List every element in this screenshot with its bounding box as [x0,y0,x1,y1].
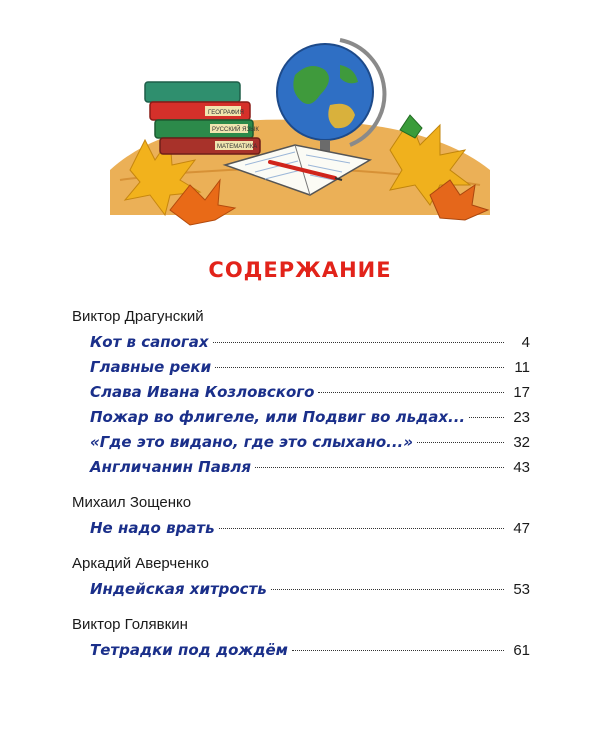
table-of-contents [72,306,530,675]
toc-heading: СОДЕРЖАНИЕ [208,258,392,282]
author-name: Михаил Зощенко [72,494,192,511]
page-number: 11 [514,359,530,376]
dot-leader [271,589,504,590]
book-label-geography: ГЕОГРАФИЯ [208,110,244,116]
dot-leader [292,650,504,651]
author-group [72,614,530,663]
dot-leader [255,467,504,468]
toc-entry[interactable] [90,638,530,663]
toc-entry[interactable] [90,405,530,430]
author-name: Виктор Голявкин [72,616,188,633]
dot-leader [213,342,504,343]
dot-leader [219,528,504,529]
entry-title: Пожар во флигеле, или Подвиг во льдах... [90,408,466,426]
page-number: 4 [521,334,530,351]
book-label-russian: РУССКИЙ ЯЗЫК [212,127,259,133]
page-number: 23 [513,409,530,426]
author-name: Аркадий Аверченко [72,555,209,572]
dot-leader [417,442,504,443]
entry-title: Тетрадки под дождём [90,641,288,659]
page-number: 43 [513,459,530,476]
school-illustration [110,20,490,230]
toc-entry[interactable] [90,380,530,405]
book-stack [145,82,260,154]
entry-title: «Где это видано, где это слыхано...» [90,433,413,451]
author-group [72,306,530,480]
page-number: 17 [513,384,530,401]
page-number: 47 [513,520,530,537]
entry-title: Главные реки [90,358,212,376]
author-group [72,492,530,541]
toc-entry[interactable] [90,516,530,541]
page-number: 32 [513,434,530,451]
dot-leader [318,392,504,393]
toc-entry[interactable] [90,430,530,455]
book-label-math: МАТЕМАТИКА [217,144,258,150]
toc-entry[interactable] [90,455,530,480]
toc-entry[interactable] [90,577,530,602]
dot-leader [215,367,504,368]
entry-title: Не надо врать [90,519,215,537]
page-number: 61 [513,642,530,659]
toc-entry[interactable] [90,355,530,380]
toc-entry[interactable] [90,330,530,355]
page-number: 53 [513,581,530,598]
entry-title: Индейская хитрость [90,580,267,598]
author-name: Виктор Драгунский [72,308,204,325]
dot-leader [469,417,504,418]
author-group [72,553,530,602]
entry-title: Слава Ивана Козловского [90,383,315,401]
entry-title: Англичанин Павля [90,458,251,476]
entry-title: Кот в сапогах [90,333,209,351]
